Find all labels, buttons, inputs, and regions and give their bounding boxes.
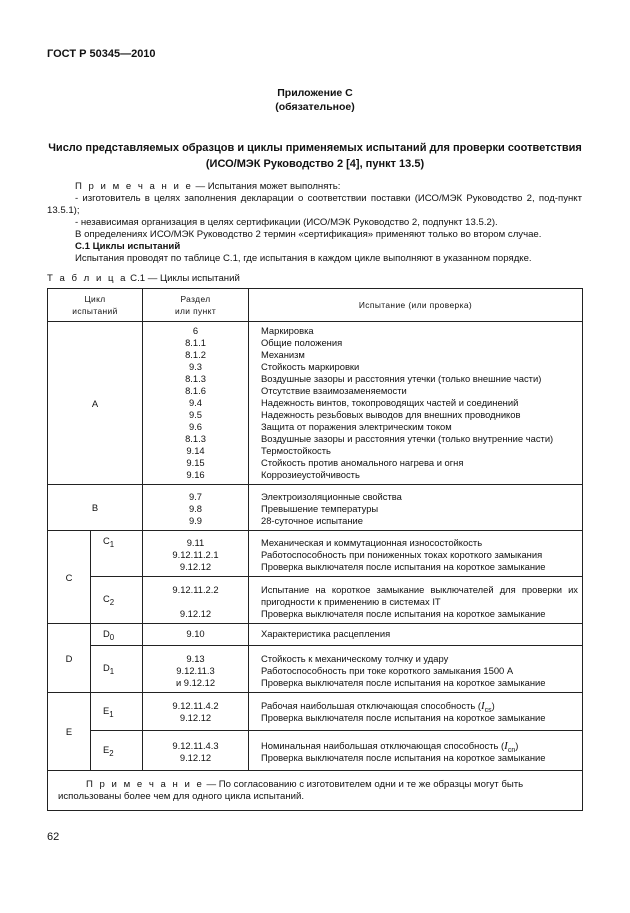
- cycle-a-test: Коррозиеустойчивость: [261, 469, 360, 480]
- cycle-c2-sub: 2: [109, 597, 115, 607]
- cycle-a-tests: [249, 322, 583, 485]
- table-header-row: [48, 289, 583, 322]
- cycle-b-test: 28-суточное испытание: [261, 515, 363, 526]
- table-caption-label: Т а б л и ц а: [47, 273, 128, 284]
- cycle-b-test: Превышение температуры: [261, 503, 379, 514]
- cycle-d1-test: Стойкость к механическому толчку и удару: [261, 653, 449, 664]
- intro-item-3: В определениях ИСО/МЭК Руководство 2 термин «сертификация» применяют только во втором случае.: [75, 229, 542, 240]
- cycle-d1-test: Работоспособность при токе короткого замыкания 1500 А: [261, 665, 514, 676]
- document-title-line2: (ИСО/МЭК Руководство 2 [4], пункт 13.5): [205, 158, 425, 170]
- cycle-d0-sub: 0: [109, 632, 115, 642]
- cycle-b-tests: [249, 485, 583, 531]
- cycle-e1-sections: [143, 693, 249, 731]
- cycle-a-sections: [143, 322, 249, 485]
- table-row-cycle-a: [48, 322, 583, 485]
- cycle-e2-test: Проверка выключателя после испытания на короткое замыкание: [261, 752, 546, 763]
- cycle-e1-test-suffix: ): [491, 700, 495, 711]
- cycle-d1-section: 9.13: [186, 653, 205, 664]
- appendix-status: (обязательное): [275, 101, 355, 113]
- cycle-b-sections: [143, 485, 249, 531]
- cycle-c1-label: [91, 531, 143, 577]
- cycle-e1-letter: E: [103, 704, 110, 716]
- intro-note-text: — Испытания может выполнять:: [192, 181, 341, 192]
- table-note-text: [58, 779, 572, 803]
- section-heading: С.1 Циклы испытаний: [75, 241, 181, 252]
- cycle-e2-sections: [143, 731, 249, 771]
- cycle-b-label: B: [48, 485, 143, 531]
- cycle-d0-sections: [143, 624, 249, 646]
- header-section: [143, 289, 249, 322]
- cycle-c2-test: Проверка выключателя после испытания на короткое замыкание: [261, 608, 546, 619]
- cycle-c1-letter: C: [103, 535, 110, 546]
- cycle-e1-sub: 1: [109, 709, 114, 719]
- header-cycle: [48, 289, 143, 322]
- cycle-e2-letter: E: [103, 743, 110, 755]
- cycle-e1-test-prefix: Рабочая наибольшая отключающая способность (: [261, 700, 481, 711]
- cycle-c2-sections: [143, 577, 249, 624]
- intro-note-label: П р и м е ч а н и е: [75, 181, 193, 192]
- cycle-c1-test: Проверка выключателя после испытания на короткое замыкание: [261, 561, 546, 572]
- intro-item-1: - изготовитель в целях заполнения декларации о соответствии поставки (ИСО/МЭК Руководство 2, под-пункт 13.5.1);: [47, 193, 582, 216]
- cycle-a-test: Термостойкость: [261, 445, 331, 456]
- cycle-c2-tests: [249, 577, 583, 624]
- cycle-c-label: C: [48, 531, 91, 624]
- cycle-a-test: Воздушные зазоры и расстояния утечки (только внутренние части): [261, 433, 554, 444]
- table-row-cycle-c1: [48, 531, 583, 577]
- cycle-b-section: 9.8: [188, 503, 203, 514]
- cycle-e1-symbol: I: [480, 700, 485, 712]
- cycle-a-section: 8.1.2: [185, 349, 206, 360]
- cycle-e1-label: [91, 693, 143, 731]
- cycle-c1-test: Механическая и коммутационная износостойкость: [261, 537, 483, 548]
- cycle-e1-test: [261, 700, 578, 712]
- cycle-a-test: Надежность винтов, токопроводящих частей и соединений: [261, 397, 519, 408]
- cycle-a-section: 9.14: [186, 445, 205, 456]
- cycle-a-section: 9.3: [188, 361, 203, 372]
- cycle-a-section: 8.1.6: [185, 385, 206, 396]
- cycle-d1-label: [91, 646, 143, 693]
- header-cycle-line2: испытаний: [72, 306, 118, 316]
- cycle-e1-section: 9.12.11.4.2: [172, 700, 219, 711]
- cycle-c2-label: [91, 577, 143, 624]
- cycle-c1-sections: [143, 531, 249, 577]
- cycle-d0-test: Характеристика расцепления: [261, 628, 391, 639]
- table-row-cycle-e1: [48, 693, 583, 731]
- cycle-a-label: A: [48, 322, 143, 485]
- cycle-c1-section: 9.11: [186, 537, 205, 548]
- intro-item-2: - независимая организация в целях сертификации (ИСО/МЭК Руководство 2, подпункт 13.5.2).: [75, 217, 498, 228]
- cycle-e1-symbol-sub: cs: [484, 706, 492, 714]
- cycle-a-test: Механизм: [261, 349, 305, 360]
- cycle-e1-section: 9.12.12: [179, 712, 212, 723]
- cycle-e2-section: 9.12.11.4.3: [172, 740, 219, 751]
- page-number: 62: [47, 831, 60, 843]
- table-note-body: — По согласованию с изготовителем одни и те же образцы могут быть использованы более чем для одного цикла испытаний.: [58, 779, 524, 802]
- cycle-e2-tests: [249, 731, 583, 771]
- appendix-title: Приложение С: [277, 87, 353, 99]
- cycle-a-section: 9.6: [188, 421, 203, 432]
- table-note-label: П р и м е ч а н и е: [86, 779, 204, 790]
- table-row-cycle-c2: [48, 577, 583, 624]
- cycle-e-label: E: [48, 693, 91, 771]
- cycle-e2-sub: 2: [109, 748, 114, 758]
- cycle-b-section: 9.9: [188, 515, 203, 526]
- cycle-a-test: Стойкость против аномального нагрева и огня: [261, 457, 464, 468]
- cycle-a-section: 9.5: [188, 409, 203, 420]
- cycle-c2-section: 9.12.11.2.2: [172, 584, 219, 595]
- table-note-row: [48, 771, 583, 811]
- cycle-d1-section: 9.12.11.3: [176, 665, 215, 676]
- table-caption: [47, 273, 240, 284]
- header-cycle-line1: Цикл: [84, 294, 106, 304]
- cycle-e2-label: [91, 731, 143, 771]
- document-title-line1: Число представляемых образцов и циклы применяемых испытаний для проверки соответствия: [48, 142, 582, 154]
- cycle-e2-symbol: I: [504, 740, 508, 752]
- cycle-a-test: Воздушные зазоры и расстояния утечки (только внешние части): [261, 373, 542, 384]
- cycle-b-test: Электроизоляционные свойства: [261, 491, 402, 502]
- cycle-d1-sections: [143, 646, 249, 693]
- table-row-cycle-e2: [48, 731, 583, 771]
- cycle-a-section: 8.1.1: [185, 337, 206, 348]
- cycle-a-section: 6: [192, 325, 199, 336]
- cycle-c2-spacer: [143, 596, 248, 608]
- table-row-cycle-d0: [48, 624, 583, 646]
- table-row-cycle-d1: [48, 646, 583, 693]
- document-header: ГОСТ Р 50345—2010: [47, 48, 156, 60]
- cycle-c2-test: Испытание на короткое замыкание выключателей для проверки их пригодности к применению в системах IT: [261, 584, 578, 607]
- cycle-a-section: 8.1.3: [185, 433, 206, 444]
- cycle-a-section: 8.1.3: [185, 373, 206, 384]
- cycle-a-test: Защита от поражения электрическим током: [261, 421, 452, 432]
- cycle-a-test: Общие положения: [261, 337, 343, 348]
- cycle-e2-test: [261, 740, 578, 752]
- cycle-c1-sub: 1: [109, 539, 115, 549]
- cycle-e2-symbol-sub: cn: [507, 746, 516, 754]
- cycle-d0-section: 9.10: [186, 628, 205, 639]
- cycle-c2-letter: C: [103, 593, 110, 605]
- cycle-d0-tests: [249, 624, 583, 646]
- cycle-c1-tests: [249, 531, 583, 577]
- cycle-d1-test: Проверка выключателя после испытания на короткое замыкание: [261, 677, 546, 688]
- cycle-a-test: Маркировка: [261, 325, 314, 336]
- cycle-d-label: D: [48, 624, 91, 693]
- cycle-c1-section: 9.12.12: [179, 561, 212, 572]
- cycle-b-section: 9.7: [188, 491, 203, 502]
- cycle-d1-letter: D: [103, 662, 110, 674]
- section-text: Испытания проводят по таблице С.1, где испытания в каждом цикле выполняют в указанном порядке.: [75, 253, 532, 264]
- test-cycles-table: [47, 288, 583, 811]
- cycle-c2-section: 9.12.12: [179, 608, 212, 619]
- table-note: [48, 771, 583, 811]
- cycle-c1-test: Работоспособность при пониженных токах короткого замыкания: [261, 549, 543, 560]
- cycle-d0-label: [91, 624, 143, 646]
- cycle-d0-letter: D: [103, 627, 110, 639]
- table-caption-text: С.1 — Циклы испытаний: [127, 273, 240, 284]
- cycle-d1-tests: [249, 646, 583, 693]
- cycle-a-section: 9.15: [186, 457, 205, 468]
- cycle-e1-test: Проверка выключателя после испытания на короткое замыкание: [261, 712, 546, 723]
- cycle-a-test: Стойкость маркировки: [261, 361, 360, 372]
- cycle-d1-section: и 9.12.12: [175, 677, 216, 688]
- cycle-d1-sub: 1: [109, 666, 115, 676]
- intro-note: [47, 181, 582, 193]
- cycle-a-test: Отсутствие взаимозаменяемости: [261, 385, 407, 396]
- cycle-e2-section: 9.12.12: [179, 752, 212, 763]
- cycle-a-test: Надежность резьбовых выводов для внешних проводников: [261, 409, 521, 420]
- cycle-a-section: 9.4: [188, 397, 203, 408]
- header-test: Испытание (или проверка): [249, 289, 583, 322]
- header-section-line1: Раздел: [180, 294, 211, 304]
- cycle-a-section: 9.16: [186, 469, 205, 480]
- header-section-line2: или пункт: [174, 306, 217, 316]
- cycle-e1-tests: [249, 693, 583, 731]
- table-row-cycle-b: [48, 485, 583, 531]
- cycle-c1-section: 9.12.11.2.1: [172, 549, 219, 560]
- cycle-e2-test-suffix: ): [515, 740, 519, 751]
- cycle-e2-test-prefix: Номинальная наибольшая отключающая способность (: [261, 740, 505, 751]
- document-title: [40, 140, 590, 172]
